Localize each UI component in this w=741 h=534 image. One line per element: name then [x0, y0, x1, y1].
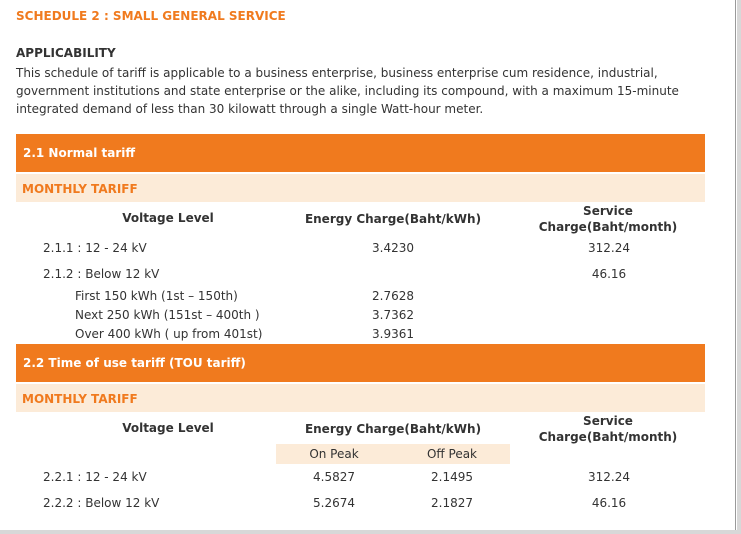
- applicability-heading: APPLICABILITY: [16, 46, 116, 60]
- normal-row-1-service: 312.24: [588, 241, 630, 255]
- normal-tariff-band: [16, 134, 705, 172]
- normal-tariff-title: 2.1 Normal tariff: [23, 146, 136, 160]
- tou-monthly-tariff-label: MONTHLY TARIFF: [22, 392, 138, 406]
- tou-header-service-2: Charge(Baht/month): [538, 430, 678, 444]
- normal-monthly-tariff-label: MONTHLY TARIFF: [22, 182, 138, 196]
- frame-line: [735, 0, 736, 534]
- tou-header-energy: Energy Charge(Baht/kWh): [304, 422, 482, 436]
- tou-row-1-off-peak: 2.1495: [431, 470, 473, 484]
- tou-header-on-peak: On Peak: [309, 447, 359, 461]
- tier-3-label: Over 400 kWh ( up from 401st): [75, 327, 263, 341]
- tier-2-energy: 3.7362: [372, 308, 414, 322]
- normal-row-1-energy: 3.4230: [372, 241, 414, 255]
- tou-row-2-service: 46.16: [591, 496, 627, 510]
- tou-tariff-title: 2.2 Time of use tariff (TOU tariff): [23, 356, 246, 370]
- tou-row-2-off-peak: 2.1827: [431, 496, 473, 510]
- applicability-text: This schedule of tariff is applicable to a business enterprise, business enterprise cum residence, industrial, government institutions and state enterprise or the alike, including its compound, with a maximum 15-minute integrated demand of less than 30 kilowatt through a single Watt-hour meter.: [16, 66, 679, 116]
- tou-header-voltage: Voltage Level: [122, 421, 214, 435]
- tou-row-2-on-peak: 5.2674: [313, 496, 355, 510]
- tou-row-1-service: 312.24: [588, 470, 630, 484]
- tou-tariff-band: [16, 344, 705, 382]
- tou-row-1-voltage: 2.2.1 : 12 - 24 kV: [43, 470, 147, 484]
- schedule-title: SCHEDULE 2 : SMALL GENERAL SERVICE: [16, 9, 286, 23]
- window-frame-right: [737, 0, 741, 534]
- normal-row-1-voltage: 2.1.1 : 12 - 24 kV: [43, 241, 147, 255]
- tou-row-1-on-peak: 4.5827: [313, 470, 355, 484]
- tier-3-energy: 3.9361: [372, 327, 414, 341]
- tou-monthly-tariff-bar: [16, 384, 705, 412]
- tier-1-label: First 150 kWh (1st – 150th): [75, 289, 238, 303]
- normal-row-2-voltage: 2.1.2 : Below 12 kV: [43, 267, 160, 281]
- tou-header-service-1: Service: [583, 414, 633, 428]
- window-frame-bottom: [0, 530, 741, 534]
- normal-header-voltage: Voltage Level: [122, 211, 214, 225]
- tou-header-off-peak: Off Peak: [426, 447, 478, 461]
- normal-row-2-service: 46.16: [591, 267, 627, 281]
- normal-header-service-2: Charge(Baht/month): [538, 220, 678, 234]
- tou-row-2-voltage: 2.2.2 : Below 12 kV: [43, 496, 160, 510]
- tier-1-energy: 2.7628: [372, 289, 414, 303]
- tier-2-label: Next 250 kWh (151st – 400th ): [75, 308, 260, 322]
- normal-header-energy: Energy Charge(Baht/kWh): [304, 212, 482, 226]
- normal-header-service-1: Service: [583, 204, 633, 218]
- normal-monthly-tariff-bar: [16, 174, 705, 202]
